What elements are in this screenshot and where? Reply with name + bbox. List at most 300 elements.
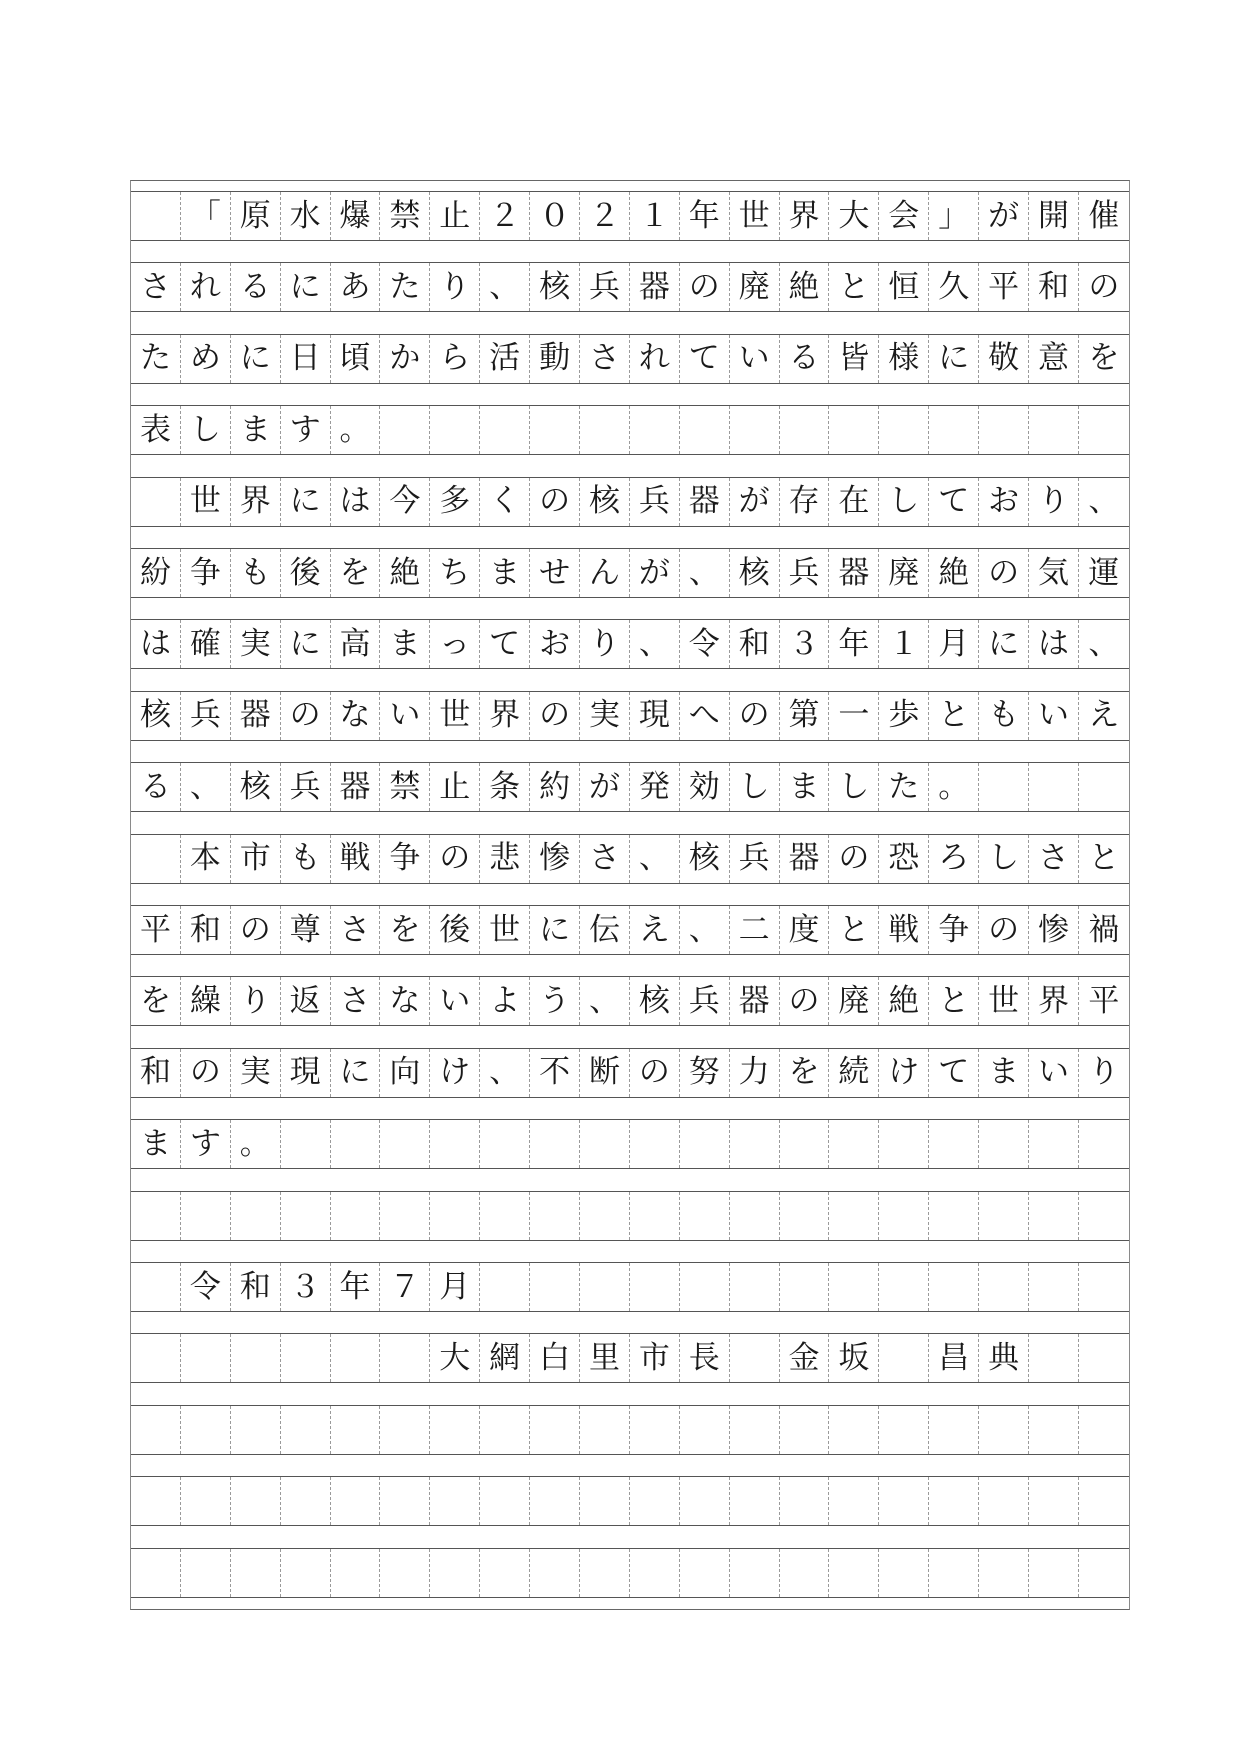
manuscript-cell: ま — [780, 763, 830, 811]
manuscript-row — [131, 1119, 1129, 1169]
manuscript-cell — [1079, 406, 1129, 454]
manuscript-cell — [530, 1477, 580, 1525]
manuscript-cell — [680, 1477, 730, 1525]
manuscript-cell — [829, 1549, 879, 1597]
manuscript-cell: 器 — [231, 692, 281, 740]
manuscript-cell: た — [879, 763, 929, 811]
manuscript-cell: 絶 — [929, 549, 979, 597]
manuscript-row — [131, 548, 1129, 598]
manuscript-cell — [680, 1120, 730, 1168]
manuscript-cell — [131, 1477, 181, 1525]
manuscript-cell: 令 — [181, 1263, 231, 1311]
manuscript-cell: 争 — [181, 549, 231, 597]
manuscript-cell — [979, 1406, 1029, 1454]
manuscript-cell: を — [131, 977, 181, 1025]
manuscript-cell: て — [929, 478, 979, 526]
manuscript-cell — [630, 1192, 680, 1240]
manuscript-cell: 恐 — [879, 835, 929, 883]
manuscript-cell: ２ — [480, 192, 530, 240]
manuscript-cell: 年 — [680, 192, 730, 240]
manuscript-cell — [730, 1192, 780, 1240]
manuscript-cell: 絶 — [780, 263, 830, 311]
manuscript-cell — [131, 1192, 181, 1240]
manuscript-cell: の — [181, 1049, 231, 1097]
manuscript-cell: ち — [430, 549, 480, 597]
manuscript-cell: 実 — [580, 692, 630, 740]
manuscript-cell: ３ — [281, 1263, 331, 1311]
manuscript-cell — [281, 1334, 331, 1382]
manuscript-cell — [231, 1334, 281, 1382]
manuscript-cell — [480, 1406, 530, 1454]
manuscript-cell: ま — [480, 549, 530, 597]
manuscript-cell — [530, 1263, 580, 1311]
manuscript-cell: に — [231, 335, 281, 383]
manuscript-cell — [879, 1477, 929, 1525]
manuscript-cell: 惨 — [1029, 906, 1079, 954]
manuscript-cell — [580, 1263, 630, 1311]
manuscript-cell: せ — [530, 549, 580, 597]
manuscript-cell: さ — [580, 335, 630, 383]
manuscript-row — [131, 262, 1129, 312]
manuscript-cell — [680, 1549, 730, 1597]
manuscript-cell: 兵 — [730, 835, 780, 883]
manuscript-cell — [929, 1549, 979, 1597]
manuscript-cell: 器 — [829, 549, 879, 597]
manuscript-cell: 戦 — [879, 906, 929, 954]
manuscript-cell: の — [530, 478, 580, 526]
manuscript-cell: 恒 — [879, 263, 929, 311]
manuscript-cell — [181, 1192, 231, 1240]
manuscript-cell: 原 — [231, 192, 281, 240]
manuscript-cell — [630, 406, 680, 454]
manuscript-cell — [480, 1192, 530, 1240]
manuscript-cell — [331, 1477, 381, 1525]
manuscript-cell: 歩 — [879, 692, 929, 740]
manuscript-cell: 意 — [1029, 335, 1079, 383]
manuscript-cell: る — [780, 335, 830, 383]
manuscript-cell — [730, 1263, 780, 1311]
manuscript-cell: 兵 — [680, 977, 730, 1025]
manuscript-cell: た — [380, 263, 430, 311]
manuscript-row — [131, 1476, 1129, 1526]
manuscript-cell: を — [331, 549, 381, 597]
manuscript-cell: 兵 — [181, 692, 231, 740]
manuscript-cell — [1079, 1263, 1129, 1311]
manuscript-cell: 続 — [829, 1049, 879, 1097]
manuscript-cell: に — [331, 1049, 381, 1097]
manuscript-cell — [1079, 1406, 1129, 1454]
manuscript-cell — [1029, 406, 1079, 454]
manuscript-cell: て — [680, 335, 730, 383]
manuscript-cell: 効 — [680, 763, 730, 811]
manuscript-cell: 和 — [181, 906, 231, 954]
manuscript-cell — [181, 1477, 231, 1525]
manuscript-cell — [780, 1477, 830, 1525]
manuscript-cell: 高 — [331, 620, 381, 668]
manuscript-cell: う — [530, 977, 580, 1025]
manuscript-cell: り — [1029, 478, 1079, 526]
manuscript-cell: 。 — [331, 406, 381, 454]
manuscript-cell — [979, 1477, 1029, 1525]
manuscript-cell: 第 — [780, 692, 830, 740]
manuscript-cell — [131, 1263, 181, 1311]
manuscript-cell — [181, 1549, 231, 1597]
manuscript-cell — [780, 1263, 830, 1311]
manuscript-cell: 兵 — [780, 549, 830, 597]
manuscript-cell: い — [1029, 1049, 1079, 1097]
manuscript-cell: さ — [1029, 835, 1079, 883]
manuscript-cell — [680, 1192, 730, 1240]
manuscript-cell: 平 — [979, 263, 1029, 311]
manuscript-cell: さ — [580, 835, 630, 883]
manuscript-cell: 廃 — [730, 263, 780, 311]
manuscript-cell: 、 — [480, 263, 530, 311]
manuscript-cell: 和 — [1029, 263, 1079, 311]
manuscript-cell — [730, 406, 780, 454]
manuscript-cell: 爆 — [331, 192, 381, 240]
manuscript-cell: 。 — [929, 763, 979, 811]
manuscript-cell: け — [879, 1049, 929, 1097]
manuscript-cell: １ — [879, 620, 929, 668]
manuscript-cell: 界 — [231, 478, 281, 526]
manuscript-cell: 禁 — [380, 763, 430, 811]
manuscript-cell: く — [480, 478, 530, 526]
manuscript-cell — [131, 478, 181, 526]
manuscript-cell: 坂 — [829, 1334, 879, 1382]
manuscript-row — [131, 619, 1129, 669]
manuscript-cell: 網 — [480, 1334, 530, 1382]
manuscript-cell: は — [331, 478, 381, 526]
manuscript-cell — [580, 1120, 630, 1168]
manuscript-cell: に — [281, 263, 331, 311]
manuscript-cell: の — [780, 977, 830, 1025]
manuscript-cell — [780, 1406, 830, 1454]
manuscript-cell — [829, 1477, 879, 1525]
manuscript-cell: お — [530, 620, 580, 668]
manuscript-cell: 二 — [730, 906, 780, 954]
manuscript-cell: 運 — [1088, 554, 1120, 591]
manuscript-cell — [430, 1120, 480, 1168]
manuscript-row — [131, 1262, 1129, 1312]
manuscript-cell — [879, 1263, 929, 1311]
manuscript-cell — [730, 1549, 780, 1597]
manuscript-cell — [131, 835, 181, 883]
manuscript-cell: 様 — [879, 335, 929, 383]
manuscript-row — [131, 334, 1129, 384]
manuscript-cell: ７ — [380, 1263, 430, 1311]
manuscript-cell: 実 — [231, 620, 281, 668]
manuscript-cell — [530, 1406, 580, 1454]
manuscript-cell: か — [380, 335, 430, 383]
manuscript-cell — [331, 1406, 381, 1454]
manuscript-cell — [829, 1120, 879, 1168]
manuscript-cell: 月 — [430, 1263, 480, 1311]
manuscript-cell: れ — [630, 335, 680, 383]
manuscript-cell: て — [480, 620, 530, 668]
manuscript-cell: 戦 — [331, 835, 381, 883]
manuscript-cell: １ — [630, 192, 680, 240]
manuscript-cell: 活 — [480, 335, 530, 383]
manuscript-cell — [680, 1406, 730, 1454]
manuscript-cell — [1079, 1120, 1129, 1168]
manuscript-cell — [281, 1120, 331, 1168]
manuscript-cell — [730, 1334, 780, 1382]
manuscript-cell: 実 — [231, 1049, 281, 1097]
manuscript-cell — [1029, 763, 1079, 811]
manuscript-row — [131, 976, 1129, 1026]
manuscript-cell — [430, 1192, 480, 1240]
manuscript-cell: 大 — [829, 192, 879, 240]
manuscript-cell: を — [380, 906, 430, 954]
manuscript-cell — [780, 406, 830, 454]
manuscript-cell: な — [331, 692, 381, 740]
manuscript-cell — [879, 1192, 929, 1240]
manuscript-cell — [929, 1120, 979, 1168]
manuscript-cell: と — [929, 977, 979, 1025]
manuscript-cell: し — [181, 406, 231, 454]
manuscript-row — [131, 1405, 1129, 1455]
manuscript-cell: 会 — [879, 192, 929, 240]
manuscript-cell — [829, 1406, 879, 1454]
manuscript-cell: さ — [131, 263, 181, 311]
manuscript-cell: 、 — [480, 1049, 530, 1097]
manuscript-cell: 月 — [929, 620, 979, 668]
manuscript-cell — [530, 406, 580, 454]
manuscript-cell: 核 — [580, 478, 630, 526]
manuscript-cell: 伝 — [580, 906, 630, 954]
manuscript-cell: も — [281, 835, 331, 883]
manuscript-cell: 惨 — [530, 835, 580, 883]
manuscript-cell — [929, 1192, 979, 1240]
manuscript-cell: に — [281, 620, 331, 668]
manuscript-cell — [630, 1549, 680, 1597]
manuscript-cell: 本 — [181, 835, 231, 883]
manuscript-cell — [480, 406, 530, 454]
manuscript-cell: て — [929, 1049, 979, 1097]
manuscript-cell — [879, 1406, 929, 1454]
manuscript-cell — [680, 406, 730, 454]
manuscript-cell — [181, 1334, 231, 1382]
manuscript-row — [131, 405, 1129, 455]
manuscript-cell — [380, 406, 430, 454]
manuscript-cell: ろ — [929, 835, 979, 883]
manuscript-cell — [630, 1406, 680, 1454]
manuscript-cell — [979, 406, 1029, 454]
manuscript-cell — [480, 1263, 530, 1311]
manuscript-cell: 不 — [530, 1049, 580, 1097]
manuscript-cell: 返 — [281, 977, 331, 1025]
manuscript-cell: 存 — [780, 478, 830, 526]
manuscript-cell: さ — [331, 906, 381, 954]
manuscript-cell — [231, 1477, 281, 1525]
manuscript-cell: 水 — [281, 192, 331, 240]
manuscript-cell — [281, 1192, 331, 1240]
manuscript-cell: 世 — [979, 977, 1029, 1025]
manuscript-cell: し — [879, 478, 929, 526]
manuscript-cell: し — [979, 835, 1029, 883]
manuscript-cell: い — [380, 692, 430, 740]
manuscript-cell: 尊 — [281, 906, 331, 954]
manuscript-cell: さ — [331, 977, 381, 1025]
manuscript-cell: 断 — [580, 1049, 630, 1097]
manuscript-cell: の — [630, 1049, 680, 1097]
manuscript-cell: 度 — [780, 906, 830, 954]
manuscript-cell: 和 — [231, 1263, 281, 1311]
manuscript-cell — [430, 1406, 480, 1454]
manuscript-cell: 確 — [181, 620, 231, 668]
manuscript-cell: 、 — [680, 906, 730, 954]
manuscript-cell: 市 — [630, 1334, 680, 1382]
manuscript-cell: 世 — [730, 192, 780, 240]
manuscript-cell: 止 — [430, 192, 480, 240]
manuscript-cell: 核 — [730, 549, 780, 597]
manuscript-cell: に — [979, 620, 1029, 668]
manuscript-cell — [380, 1549, 430, 1597]
manuscript-cell — [380, 1192, 430, 1240]
manuscript-cell: 廃 — [829, 977, 879, 1025]
manuscript-cell — [331, 1120, 381, 1168]
manuscript-cell: 界 — [1029, 977, 1079, 1025]
manuscript-cell: 器 — [630, 263, 680, 311]
manuscript-cell: ま — [231, 406, 281, 454]
manuscript-cell — [131, 1549, 181, 1597]
manuscript-cell — [929, 1406, 979, 1454]
manuscript-cell: 、 — [1088, 625, 1120, 662]
manuscript-cell — [281, 1477, 331, 1525]
manuscript-cell: 現 — [281, 1049, 331, 1097]
manuscript-cell: 動 — [530, 335, 580, 383]
manuscript-cell — [879, 1334, 929, 1382]
manuscript-cell: 界 — [780, 192, 830, 240]
manuscript-cell — [730, 1477, 780, 1525]
manuscript-cell: 平 — [131, 906, 181, 954]
manuscript-cell: の — [680, 263, 730, 311]
manuscript-cell: 条 — [480, 763, 530, 811]
manuscript-cell: 争 — [380, 835, 430, 883]
manuscript-cell: を — [780, 1049, 830, 1097]
manuscript-row — [131, 1548, 1129, 1598]
manuscript-cell: ３ — [780, 620, 830, 668]
manuscript-cell — [131, 192, 181, 240]
manuscript-cell: 止 — [430, 763, 480, 811]
manuscript-cell: 悲 — [480, 835, 530, 883]
manuscript-cell: 、 — [181, 763, 231, 811]
manuscript-cell — [630, 1477, 680, 1525]
manuscript-cell — [1079, 763, 1129, 811]
manuscript-cell: も — [979, 692, 1029, 740]
manuscript-cell — [730, 1406, 780, 1454]
manuscript-cell — [780, 1549, 830, 1597]
manuscript-cell: が — [979, 192, 1029, 240]
manuscript-row — [131, 477, 1129, 527]
manuscript-cell: に — [929, 335, 979, 383]
manuscript-cell: の — [829, 835, 879, 883]
manuscript-cell: が — [730, 478, 780, 526]
manuscript-cell: の — [979, 549, 1029, 597]
manuscript-row — [131, 762, 1129, 812]
manuscript-cell — [1029, 1120, 1079, 1168]
manuscript-cell: 平 — [1088, 982, 1120, 1019]
manuscript-cell: ら — [430, 335, 480, 383]
manuscript-cell: 。 — [231, 1120, 281, 1168]
manuscript-cell: 核 — [680, 835, 730, 883]
manuscript-cell: け — [430, 1049, 480, 1097]
manuscript-cell — [829, 406, 879, 454]
manuscript-cell: 兵 — [630, 478, 680, 526]
manuscript-cell: し — [730, 763, 780, 811]
manuscript-cell: 争 — [929, 906, 979, 954]
manuscript-row — [131, 905, 1129, 955]
manuscript-cell: の — [1088, 268, 1120, 305]
manuscript-cell: る — [131, 763, 181, 811]
manuscript-cell — [430, 1549, 480, 1597]
manuscript-cell: り — [580, 620, 630, 668]
manuscript-cell: 世 — [430, 692, 480, 740]
manuscript-cell: 気 — [1029, 549, 1079, 597]
manuscript-cell: ０ — [530, 192, 580, 240]
manuscript-cell — [680, 1263, 730, 1311]
manuscript-cell — [281, 1406, 331, 1454]
manuscript-cell — [181, 1406, 231, 1454]
manuscript-cell — [331, 1549, 381, 1597]
manuscript-cell: 後 — [430, 906, 480, 954]
manuscript-cell: 、 — [630, 620, 680, 668]
manuscript-cell: え — [1088, 697, 1120, 734]
manuscript-cell — [380, 1120, 430, 1168]
manuscript-cell: 、 — [580, 977, 630, 1025]
manuscript-cell: 市 — [231, 835, 281, 883]
manuscript-cell: し — [829, 763, 879, 811]
manuscript-cell — [380, 1406, 430, 1454]
manuscript-cell: 在 — [829, 478, 879, 526]
manuscript-cell — [929, 1263, 979, 1311]
manuscript-cell: 向 — [380, 1049, 430, 1097]
manuscript-cell — [1079, 1549, 1129, 1597]
manuscript-cell: の — [730, 692, 780, 740]
manuscript-cell — [829, 1263, 879, 1311]
manuscript-row — [131, 1048, 1129, 1098]
manuscript-cell — [879, 406, 929, 454]
manuscript-cell: 世 — [181, 478, 231, 526]
manuscript-cell: 核 — [530, 263, 580, 311]
manuscript-cell: の — [979, 906, 1029, 954]
manuscript-cell — [1079, 1334, 1129, 1382]
manuscript-cell: ２ — [580, 192, 630, 240]
manuscript-cell: 白 — [530, 1334, 580, 1382]
manuscript-cell: は — [131, 620, 181, 668]
manuscript-cell: 、 — [680, 549, 730, 597]
manuscript-cell: 現 — [630, 692, 680, 740]
manuscript-cell — [480, 1477, 530, 1525]
manuscript-cell: な — [380, 977, 430, 1025]
manuscript-cell: 器 — [680, 478, 730, 526]
manuscript-cell — [1029, 1549, 1079, 1597]
manuscript-cell: 兵 — [281, 763, 331, 811]
manuscript-row — [131, 191, 1129, 241]
manuscript-cell — [131, 1406, 181, 1454]
manuscript-cell: れ — [181, 263, 231, 311]
manuscript-cell — [979, 1263, 1029, 1311]
manuscript-cell: り — [430, 263, 480, 311]
manuscript-cell — [480, 1120, 530, 1168]
manuscript-cell — [380, 1334, 430, 1382]
manuscript-cell: 久 — [929, 263, 979, 311]
manuscript-row — [131, 1333, 1129, 1383]
manuscript-cell — [580, 1549, 630, 1597]
manuscript-cell: よ — [480, 977, 530, 1025]
manuscript-cell: が — [630, 549, 680, 597]
manuscript-cell: 界 — [480, 692, 530, 740]
